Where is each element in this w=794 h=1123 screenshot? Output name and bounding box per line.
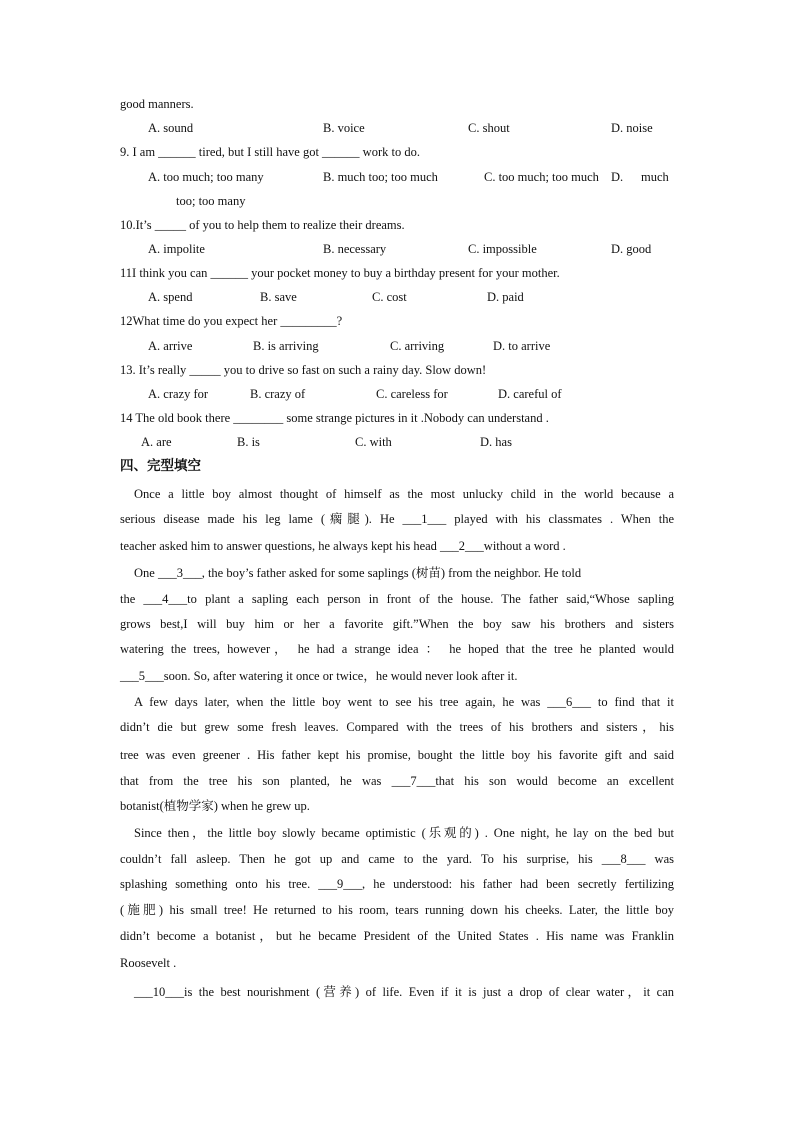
passage-line: splashing something onto his tree. ___9___, he understood: his father had been secretly fertilizing — [120, 877, 674, 891]
q13-option-a: A. crazy for — [148, 387, 209, 401]
passage-line: A few days later, when the little boy went to see his tree again, he was ___6___ to find that it — [134, 695, 674, 709]
passage-line: couldn’t fall asleep. Then he got up and came to the yard. To his surprise, his ___8___ was — [120, 852, 674, 866]
q11-option-d: D. paid — [487, 290, 524, 304]
q8-option-a: A. sound — [148, 121, 194, 135]
question-13: 13. It’s really _____ you to drive so fast on such a rainy day. Slow down! — [120, 363, 487, 377]
q14-option-a: A. are — [141, 435, 172, 449]
passage-line: didn’t die but grew some fresh leaves. Compared with the trees of his brothers and sisters，his — [120, 720, 674, 734]
question-12: 12What time do you expect her _________? — [120, 314, 343, 328]
q9-option-a: A. too much; too many — [148, 170, 264, 184]
question-9: 9. I am ______ tired, but I still have got ______ work to do. — [120, 145, 420, 159]
q9-option-d: D. — [611, 170, 624, 184]
passage-line: One ___3___, the boy’s father asked for some saplings (树苗) from the neighbor. He told — [134, 566, 582, 580]
q13-option-d: D. careful of — [498, 387, 562, 401]
passage-line: (施肥) his small tree! He returned to his room, tears running down his cheeks. Later, the little boy — [120, 903, 674, 917]
q14-option-d: D. has — [480, 435, 512, 449]
passage-line: didn’t become a botanist，but he became President of the United States . His name was Franklin — [120, 929, 674, 943]
passage-line: Roosevelt . — [120, 956, 177, 970]
passage-line: the ___4___to plant a sapling each person in front of the house. The father said,“Whose sapling — [120, 592, 674, 606]
question-14: 14 The old book there ________ some strange pictures in it .Nobody can understand . — [120, 411, 549, 425]
q10-option-b: B. necessary — [323, 242, 387, 256]
passage-line: tree was even greener . His father kept his promise, bought the little boy his favorite gift and said — [120, 748, 674, 762]
passage-line: ___10___is the best nourishment (营养) of life. Even if it is just a drop of clear water，it can — [134, 985, 674, 999]
passage-line: teacher asked him to answer questions, he always kept his head ___2___without a word . — [120, 539, 566, 553]
q10-option-c: C. impossible — [468, 242, 537, 256]
q14-option-c: C. with — [355, 435, 392, 449]
q12-option-b: B. is arriving — [253, 339, 319, 353]
q12-option-c: C. arriving — [390, 339, 445, 353]
passage-line: grows best,I will buy him or her a favorite gift.”When the boy saw his brothers and sisters — [120, 617, 674, 631]
q13-option-c: C. careless for — [376, 387, 448, 401]
question-8-tail: good manners. — [120, 97, 194, 111]
q9-option-c: C. too much; too much — [484, 170, 599, 184]
passage-line: Since then，the little boy slowly became optimistic (乐观的) . One night, he lay on the bed but — [134, 826, 674, 840]
q8-option-c: C. shout — [468, 121, 510, 135]
q9-option-b: B. much too; too much — [323, 170, 438, 184]
q12-option-d: D. to arrive — [493, 339, 551, 353]
passage-line: ___5___soon. So, after watering it once or twice，he would never look after it. — [120, 669, 518, 683]
q8-option-d: D. noise — [611, 121, 653, 135]
passage-line: Once a little boy almost thought of himself as the most unlucky child in the world because a — [134, 487, 674, 501]
q13-option-b: B. crazy of — [250, 387, 306, 401]
q11-option-a: A. spend — [148, 290, 193, 304]
q11-option-c: C. cost — [372, 290, 407, 304]
question-10: 10.It’s _____ of you to help them to realize their dreams. — [120, 218, 405, 232]
passage-line: watering the trees, however， he had a strange idea ： he hoped that the tree he planted would — [120, 642, 674, 656]
q8-option-b: B. voice — [323, 121, 365, 135]
question-11: 11I think you can ______ your pocket money to buy a birthday present for your mother. — [120, 266, 560, 280]
passage-line: serious disease made his leg lame (瘸腿). He ___1___ played with his classmates . When the — [120, 512, 674, 526]
q9-option-d-text: much — [641, 170, 669, 184]
q9-option-d-continued: too; too many — [176, 194, 246, 208]
passage-line: that from the tree his son planted, he was ___7___that his son would become an excellent — [120, 774, 674, 788]
passage-line: botanist(植物学家) when he grew up. — [120, 799, 310, 813]
section-heading: 四、完型填空 — [120, 458, 201, 474]
q11-option-b: B. save — [260, 290, 297, 304]
q12-option-a: A. arrive — [148, 339, 193, 353]
q10-option-a: A. impolite — [148, 242, 205, 256]
q14-option-b: B. is — [237, 435, 260, 449]
q10-option-d: D. good — [611, 242, 652, 256]
